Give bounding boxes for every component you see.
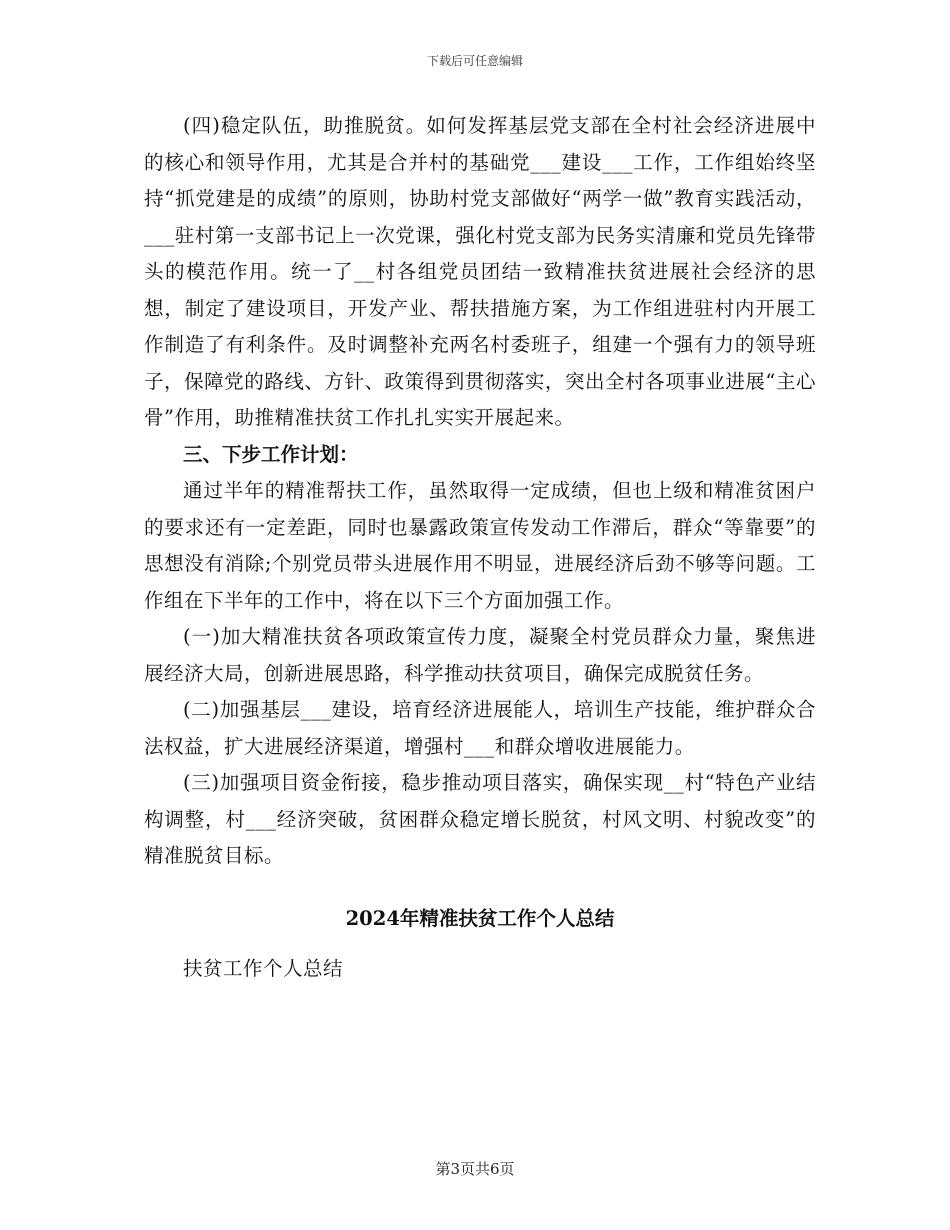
paragraph-subtitle: 扶贫工作个人总结: [183, 957, 344, 980]
section-heading-next-steps: 三、下步工作计划：: [183, 442, 359, 466]
document-title: 2024年精准扶贫工作个人总结: [345, 906, 615, 930]
page-header: 下载后可任意编辑: [426, 54, 523, 68]
page-footer: 第3页共6页: [435, 1160, 515, 1178]
document-body: [144, 108, 816, 988]
paragraph-item-2: (二)加强基层___建设，培育经济进展能人，培训生产技能，维护群众合法权益，扩大进展经济渠道，增强村___和群众增收进展能力。: [144, 698, 816, 758]
paragraph-item-1: (一)加大精准扶贫各项政策宣传力度，凝聚全村党员群众力量，聚焦进展经济大局，创新进展思路，科学推动扶贫项目，确保完成脱贫任务。: [144, 625, 816, 685]
paragraph-item-3: (三)加强项目资金衔接，稳步推动项目落实，确保实现__村“特色产业结构调整，村___经济突破，贫困群众稳定增长脱贫，村风文明、村貌改变”的精准脱贫目标。: [144, 771, 816, 867]
paragraph-half-year-review: 通过半年的精准帮扶工作，虽然取得一定成绩，但也上级和精准贫困户的要求还有一定差距，同时也暴露政策宣传发动工作滞后，群众“等靠要”的思想没有消除;个别党员带头进展作用不明显，进展经济后劲不够等问题。工作组在下半年的工作中，将在以下三个方面加强工作。: [144, 479, 816, 612]
paragraph-stabilize-team: (四)稳定队伍，助推脱贫。如何发挥基层党支部在全村社会经济进展中的核心和领导作用，尤其是合并村的基础党___建设___工作，工作组始终坚持“抓党建是的成绩”的原则，协助村党支部做好“两学一做”教育实践活动，___驻村第一支部书记上一次党课，强化村党支部为民务实清廉和党员先锋带头的模范作用。统一了__村各组党员团结一致精准扶贫进展社会经济的思想，制定了建设项目，开发产业、帮扶措施方案，为工作组进驻村内开展工作制造了有利条件。及时调整补充两名村委班子，组建一个强有力的领导班子，保障党的路线、方针、政策得到贯彻落实，突出全村各项事业进展“主心骨”作用，助推精准扶贫工作扎扎实实开展起来。: [144, 114, 816, 429]
